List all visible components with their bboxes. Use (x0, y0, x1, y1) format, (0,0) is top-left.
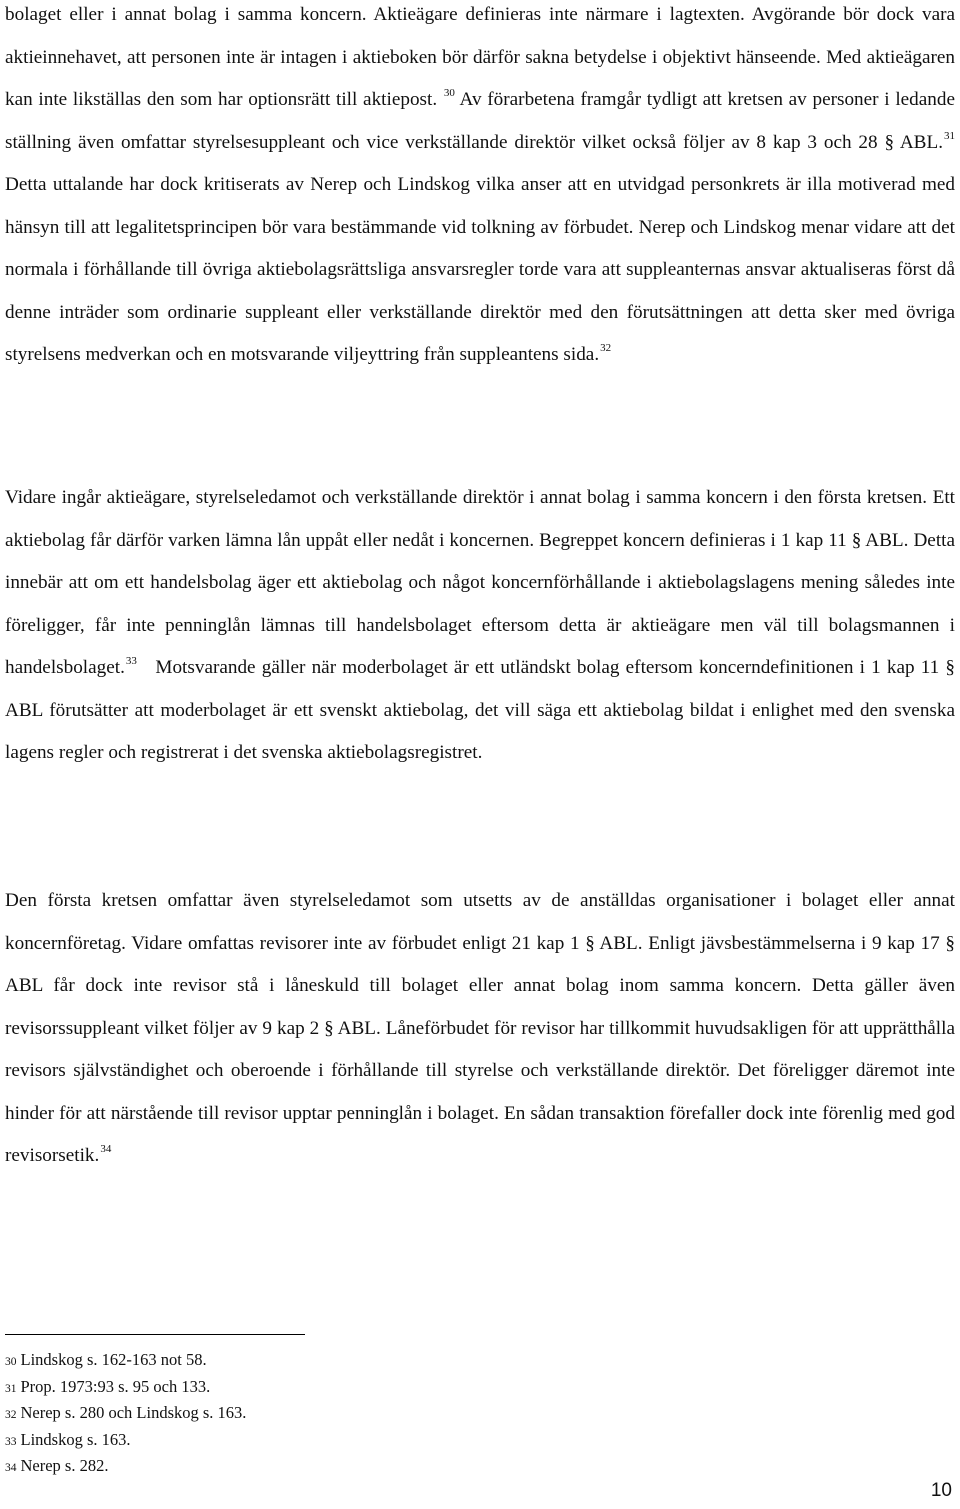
footnote-text: Nerep s. 280 och Lindskog s. 163. (20, 1403, 247, 1423)
footnote-32 (5, 1401, 705, 1428)
paragraph-2 (5, 477, 955, 775)
footnotes (5, 1348, 705, 1481)
page-number: 10 (930, 1480, 952, 1501)
footnote-ref-34[interactable]: 34 (100, 1143, 112, 1155)
footnote-30 (5, 1348, 705, 1375)
paragraph-3-text-a: Den första kretsen omfattar även styrelseledamot som utsetts av de anställdas organisationer i bolaget eller annat koncernföretag. Vidare omfattas revisorer inte av förbudet enligt 21 kap 1 § ABL. Enligt jävsbestämmelserna i 9 kap 17 § ABL får dock inte revisor stå i låneskuld till bolaget eller annat bolag inom samma koncern. Detta gäller även revisorssuppleant vilket följer av 9 kap 2 § ABL. Låneförbudet för revisor har tillkommit huvudsakligen för att upprätthålla revisors självständighet och oberoende i förhållande till styrelse och verkställande direktör. Det föreligger däremot inte hinder för att närstående till revisor upptar penninglån i bolaget. En sådan transaktion förefaller dock inte förenlig med god revisorsetik. (5, 890, 955, 1166)
footnote-text: Lindskog s. 162-163 not 58. (20, 1350, 207, 1369)
footnote-number: 30 (5, 1356, 17, 1368)
footnote-separator (5, 1334, 305, 1335)
footnote-text: Lindskog s. 163. (20, 1429, 131, 1449)
footnote-33 (5, 1428, 705, 1455)
paragraph-2-text-b: Motsvarande gäller när moderbolaget är ett utländskt bolag eftersom koncerndefinitionen i 1 kap 11 § ABL förutsätter att moderbolaget är ett svenskt aktiebolag, det vill säga ett aktiebolag bildat i enlighet med den svenska lagens regler och registrerat i det svenska aktiebolagsregistret. (5, 657, 956, 763)
paragraph-1-text-b: Av förarbetena framgår tydligt att kretsen av personer i ledande ställning även omfattar styrelsesuppleant och vice verkställande direktör vilket också följer av 8 kap 3 och 28 § ABL. (5, 89, 955, 153)
footnote-ref-33[interactable]: 33 (125, 655, 137, 667)
footnote-31 (5, 1375, 705, 1402)
footnote-text: Prop. 1973:93 s. 95 och 133. (20, 1376, 211, 1396)
footnote-ref-30[interactable]: 30 (443, 87, 455, 99)
footnote-text: Nerep s. 282. (20, 1456, 109, 1476)
footnote-number: 32 (5, 1409, 17, 1422)
paragraph-1-text-a: bolaget eller i annat bolag i samma koncern. Aktieägare definieras inte närmare i lagtexten. Avgörande bör dock vara aktieinnehavet, att personen inte är intagen i aktieboken bör därför sakna betydelse i objektivt hänseende. Med aktieägaren kan inte likställas den som har optionsrätt till aktiepost. (5, 4, 955, 110)
footnote-ref-31[interactable]: 31 (944, 129, 955, 142)
paragraph-1 (5, 0, 955, 377)
footnote-number: 31 (5, 1382, 17, 1395)
footnote-number: 33 (5, 1435, 17, 1448)
paragraph-1-text-c: Detta uttalande har dock kritiserats av Nerep och Lindskog vilka anser att en utvidgad personkrets är illa motiverad med hänsyn till att legalitetsprincipen bör vara bestämmande vid tolkning av förbudet. Nerep och Lindskog menar vidare att det normala i förhållande till övriga aktiebolagsrättsliga ansvarsregler torde vara att suppleanternas ansvar aktualiseras först då denne inträder som ordinarie suppleant eller verkställande direktör med den förutsättningen att detta sker med övriga styrelsens medverkan och en motsvarande viljeyttring från suppleantens sida. (5, 174, 955, 365)
paragraph-3 (5, 880, 955, 1178)
footnote-34 (5, 1454, 705, 1481)
footnote-number: 34 (5, 1462, 17, 1475)
paragraph-2-text-a: Vidare ingår aktieägare, styrelseledamot och verkställande direktör i annat bolag i samma koncern i den första kretsen. Ett aktiebolag får därför varken lämna lån uppåt eller nedåt i koncernen. Begreppet koncern definieras i 1 kap 11 § ABL. Detta innebär att om ett handelsbolag äger ett aktiebolag och något koncernförhållande i aktiebolagslagens mening således inte föreligger, får inte penninglån lämnas till handelsbolaget eftersom detta är aktieägare men väl till bolagsmannen i handelsbolaget. (5, 487, 955, 678)
footnote-ref-32[interactable]: 32 (600, 342, 612, 354)
